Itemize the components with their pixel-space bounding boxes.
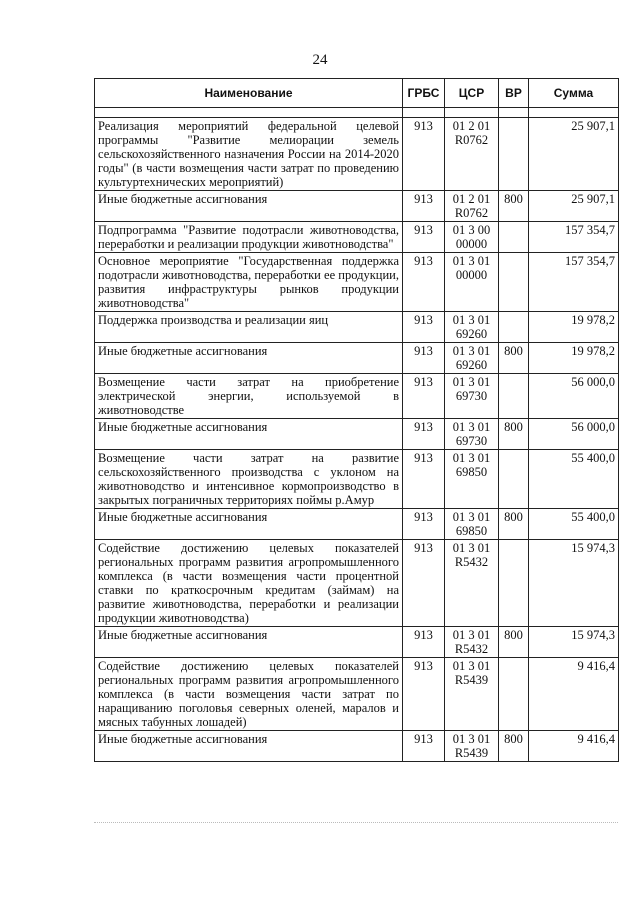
table-row xyxy=(95,312,619,343)
header-grbs: ГРБС xyxy=(403,79,445,108)
table-row xyxy=(95,627,619,658)
cell-sum: 25 907,1 xyxy=(529,191,619,222)
table-row xyxy=(95,731,619,762)
cell-name: Содействие достижению целевых показателей региональных программ развития агропромышленного комплекса (в части возмещения части затрат по наращиванию поголовья северных оленей, маралов и мясных табунных лошадей) xyxy=(95,658,403,731)
cell-grbs: 913 xyxy=(403,191,445,222)
cell-grbs: 913 xyxy=(403,540,445,627)
cell-vr xyxy=(499,222,529,253)
cell-vr xyxy=(499,312,529,343)
header-sum: Сумма xyxy=(529,79,619,108)
cell-grbs: 913 xyxy=(403,731,445,762)
cell-csr: 01 2 01 R0762 xyxy=(445,118,499,191)
table-row xyxy=(95,118,619,191)
cell-grbs: 913 xyxy=(403,658,445,731)
cell-sum: 157 354,7 xyxy=(529,253,619,312)
table-row xyxy=(95,419,619,450)
cell-vr: 800 xyxy=(499,731,529,762)
cell-name: Поддержка производства и реализации яиц xyxy=(95,312,403,343)
header-vr: ВР xyxy=(499,79,529,108)
cell-name: Иные бюджетные ассигнования xyxy=(95,343,403,374)
cell-csr: 01 3 01 R5439 xyxy=(445,658,499,731)
budget-table xyxy=(94,78,619,762)
cell-vr xyxy=(499,118,529,191)
cell-csr: 01 3 01 R5439 xyxy=(445,731,499,762)
cell-grbs: 913 xyxy=(403,374,445,419)
cell-csr: 01 3 01 00000 xyxy=(445,253,499,312)
cell-csr: 01 3 01 69850 xyxy=(445,509,499,540)
cell-csr: 01 3 01 R5432 xyxy=(445,627,499,658)
cell-vr: 800 xyxy=(499,627,529,658)
cell-csr: 01 3 01 69730 xyxy=(445,419,499,450)
cell-name: Подпрограмма "Развитие подотрасли животноводства, переработки и реализации продукции животноводства" xyxy=(95,222,403,253)
cell-sum: 55 400,0 xyxy=(529,450,619,509)
cell-vr: 800 xyxy=(499,419,529,450)
cell-sum: 157 354,7 xyxy=(529,222,619,253)
cell-csr: 01 3 01 R5432 xyxy=(445,540,499,627)
cell-name: Основное мероприятие "Государственная поддержка подотрасли животноводства, переработки ее продукции, развития инфраструктуры рынков продукции животноводства" xyxy=(95,253,403,312)
table-row xyxy=(95,222,619,253)
cell-sum: 19 978,2 xyxy=(529,343,619,374)
cell-sum: 56 000,0 xyxy=(529,419,619,450)
page-footer-rule xyxy=(94,822,618,823)
cell-sum: 19 978,2 xyxy=(529,312,619,343)
page-number: 24 xyxy=(312,52,328,68)
header-csr: ЦСР xyxy=(445,79,499,108)
cell-sum: 56 000,0 xyxy=(529,374,619,419)
cell-grbs: 913 xyxy=(403,509,445,540)
cell-grbs: 913 xyxy=(403,343,445,374)
cell-vr xyxy=(499,450,529,509)
cell-csr: 01 3 00 00000 xyxy=(445,222,499,253)
cell-grbs: 913 xyxy=(403,419,445,450)
cell-vr xyxy=(499,253,529,312)
cell-grbs: 913 xyxy=(403,312,445,343)
cell-name: Содействие достижению целевых показателей региональных программ развития агропромышленного комплекса (в части возмещения части процентной ставки по краткосрочным кредитам (займам) на развитие животноводства, переработки и реализации продукции животноводства) xyxy=(95,540,403,627)
spacer-row xyxy=(95,108,619,118)
cell-name: Иные бюджетные ассигнования xyxy=(95,509,403,540)
cell-csr: 01 3 01 69260 xyxy=(445,312,499,343)
cell-name: Иные бюджетные ассигнования xyxy=(95,191,403,222)
cell-sum: 9 416,4 xyxy=(529,731,619,762)
cell-sum: 25 907,1 xyxy=(529,118,619,191)
cell-vr xyxy=(499,658,529,731)
cell-csr: 01 3 01 69850 xyxy=(445,450,499,509)
cell-name: Возмещение части затрат на приобретение электрической энергии, используемой в животноводстве xyxy=(95,374,403,419)
cell-grbs: 913 xyxy=(403,253,445,312)
cell-csr: 01 3 01 69730 xyxy=(445,374,499,419)
cell-name: Возмещение части затрат на развитие сельскохозяйственного производства с уклоном на животноводство и интенсивное кормопроизводство в закрытых пограничных территориях поймы р.Амур xyxy=(95,450,403,509)
cell-grbs: 913 xyxy=(403,222,445,253)
cell-vr: 800 xyxy=(499,509,529,540)
cell-name: Иные бюджетные ассигнования xyxy=(95,627,403,658)
table-row xyxy=(95,343,619,374)
cell-grbs: 913 xyxy=(403,118,445,191)
table-row xyxy=(95,374,619,419)
cell-name: Иные бюджетные ассигнования xyxy=(95,731,403,762)
table-row xyxy=(95,253,619,312)
cell-name: Реализация мероприятий федеральной целевой программы "Развитие мелиорации земель сельскохозяйственного назначения России на 2014-2020 годы" (в части возмещения части затрат по проведению культуртехнических мероприятий) xyxy=(95,118,403,191)
table-header-row xyxy=(95,79,619,108)
cell-vr: 800 xyxy=(499,343,529,374)
cell-sum: 55 400,0 xyxy=(529,509,619,540)
table-row xyxy=(95,540,619,627)
cell-vr: 800 xyxy=(499,191,529,222)
cell-vr xyxy=(499,374,529,419)
cell-csr: 01 2 01 R0762 xyxy=(445,191,499,222)
table-row xyxy=(95,191,619,222)
cell-sum: 15 974,3 xyxy=(529,540,619,627)
table-row xyxy=(95,450,619,509)
cell-vr xyxy=(499,540,529,627)
header-name: Наименование xyxy=(95,79,403,108)
cell-sum: 9 416,4 xyxy=(529,658,619,731)
cell-grbs: 913 xyxy=(403,627,445,658)
cell-sum: 15 974,3 xyxy=(529,627,619,658)
cell-name: Иные бюджетные ассигнования xyxy=(95,419,403,450)
cell-csr: 01 3 01 69260 xyxy=(445,343,499,374)
cell-grbs: 913 xyxy=(403,450,445,509)
table-row xyxy=(95,658,619,731)
table-row xyxy=(95,509,619,540)
